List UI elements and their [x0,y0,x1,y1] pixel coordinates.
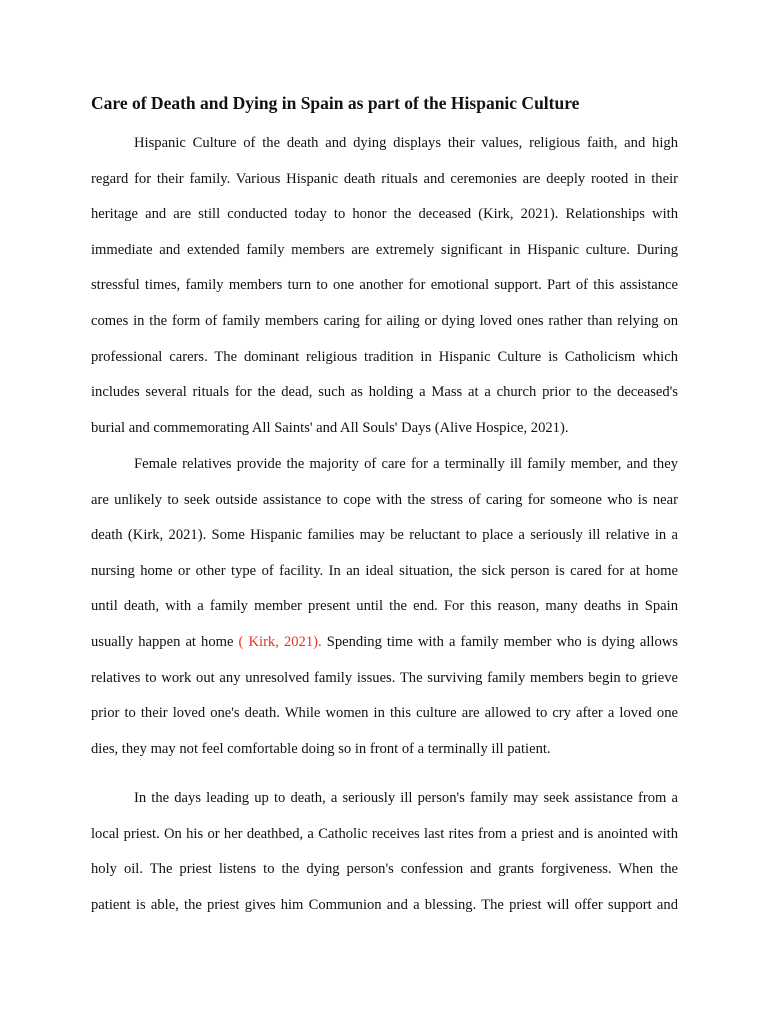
document-title: Care of Death and Dying in Spain as part of the Hispanic Culture [91,93,580,113]
paragraph-line: patient is able, the priest gives him Communion and a blessing. The priest will offer support and [91,896,678,913]
paragraph-line: stressful times, family members turn to one another for emotional support. Part of this assistance [91,277,678,294]
paragraph-line: Hispanic Culture of the death and dying displays their values, religious faith, and high [134,135,678,151]
paragraph-line: relatives to work out any unresolved family issues. The surviving family members begin to grieve [91,669,678,686]
paragraph-3 [91,788,678,930]
paragraph-line: burial and commemorating All Saints' and All Souls' Days (Alive Hospice, 2021). [91,419,569,436]
paragraph-line: are unlikely to seek outside assistance to cope with the stress of caring for someone who is near [91,491,678,508]
paragraph-1 [91,133,678,453]
paragraph-line: until death, with a family member present until the end. For this reason, many deaths in Spain [91,598,678,615]
paragraph-line: professional carers. The dominant religious tradition in Hispanic Culture is Catholicism which [91,348,678,365]
line-text: usually happen at home [91,633,239,650]
paragraph-line: prior to their loved one's death. While women in this culture are allowed to cry after a loved one [91,705,678,722]
paragraph-line-with-citation [91,632,678,668]
paragraph-line: In the days leading up to death, a seriously ill person's family may seek assistance from a [134,790,678,806]
paragraph-line: comes in the form of family members caring for ailing or dying loved ones rather than relying on [91,312,678,329]
line-text: Spending time with a family member who is dying allows [321,633,678,650]
citation-highlight: ( Kirk, 2021). [238,633,322,650]
paragraph-line: Female relatives provide the majority of care for a terminally ill family member, and they [134,456,678,472]
paragraph-line: immediate and extended family members are extremely significant in Hispanic culture. During [91,241,678,258]
paragraph-line: regard for their family. Various Hispanic death rituals and ceremonies are deeply rooted in their [91,170,678,187]
paragraph-line: holy oil. The priest listens to the dying person's confession and grants forgiveness. When the [91,861,678,878]
paragraph-line: heritage and are still conducted today to honor the deceased (Kirk, 2021). Relationships with [91,206,678,223]
paragraph-line: local priest. On his or her deathbed, a Catholic receives last rites from a priest and is anointed with [91,825,678,842]
paragraph-2 [91,454,678,774]
paragraph-line: includes several rituals for the dead, such as holding a Mass at a church prior to the deceased's [91,384,678,401]
paragraph-line: nursing home or other type of facility. In an ideal situation, the sick person is cared for at home [91,562,678,579]
paragraph-line: death (Kirk, 2021). Some Hispanic families may be reluctant to place a seriously ill relative in a [91,527,678,544]
paragraph-line: dies, they may not feel comfortable doing so in front of a terminally ill patient. [91,740,551,757]
